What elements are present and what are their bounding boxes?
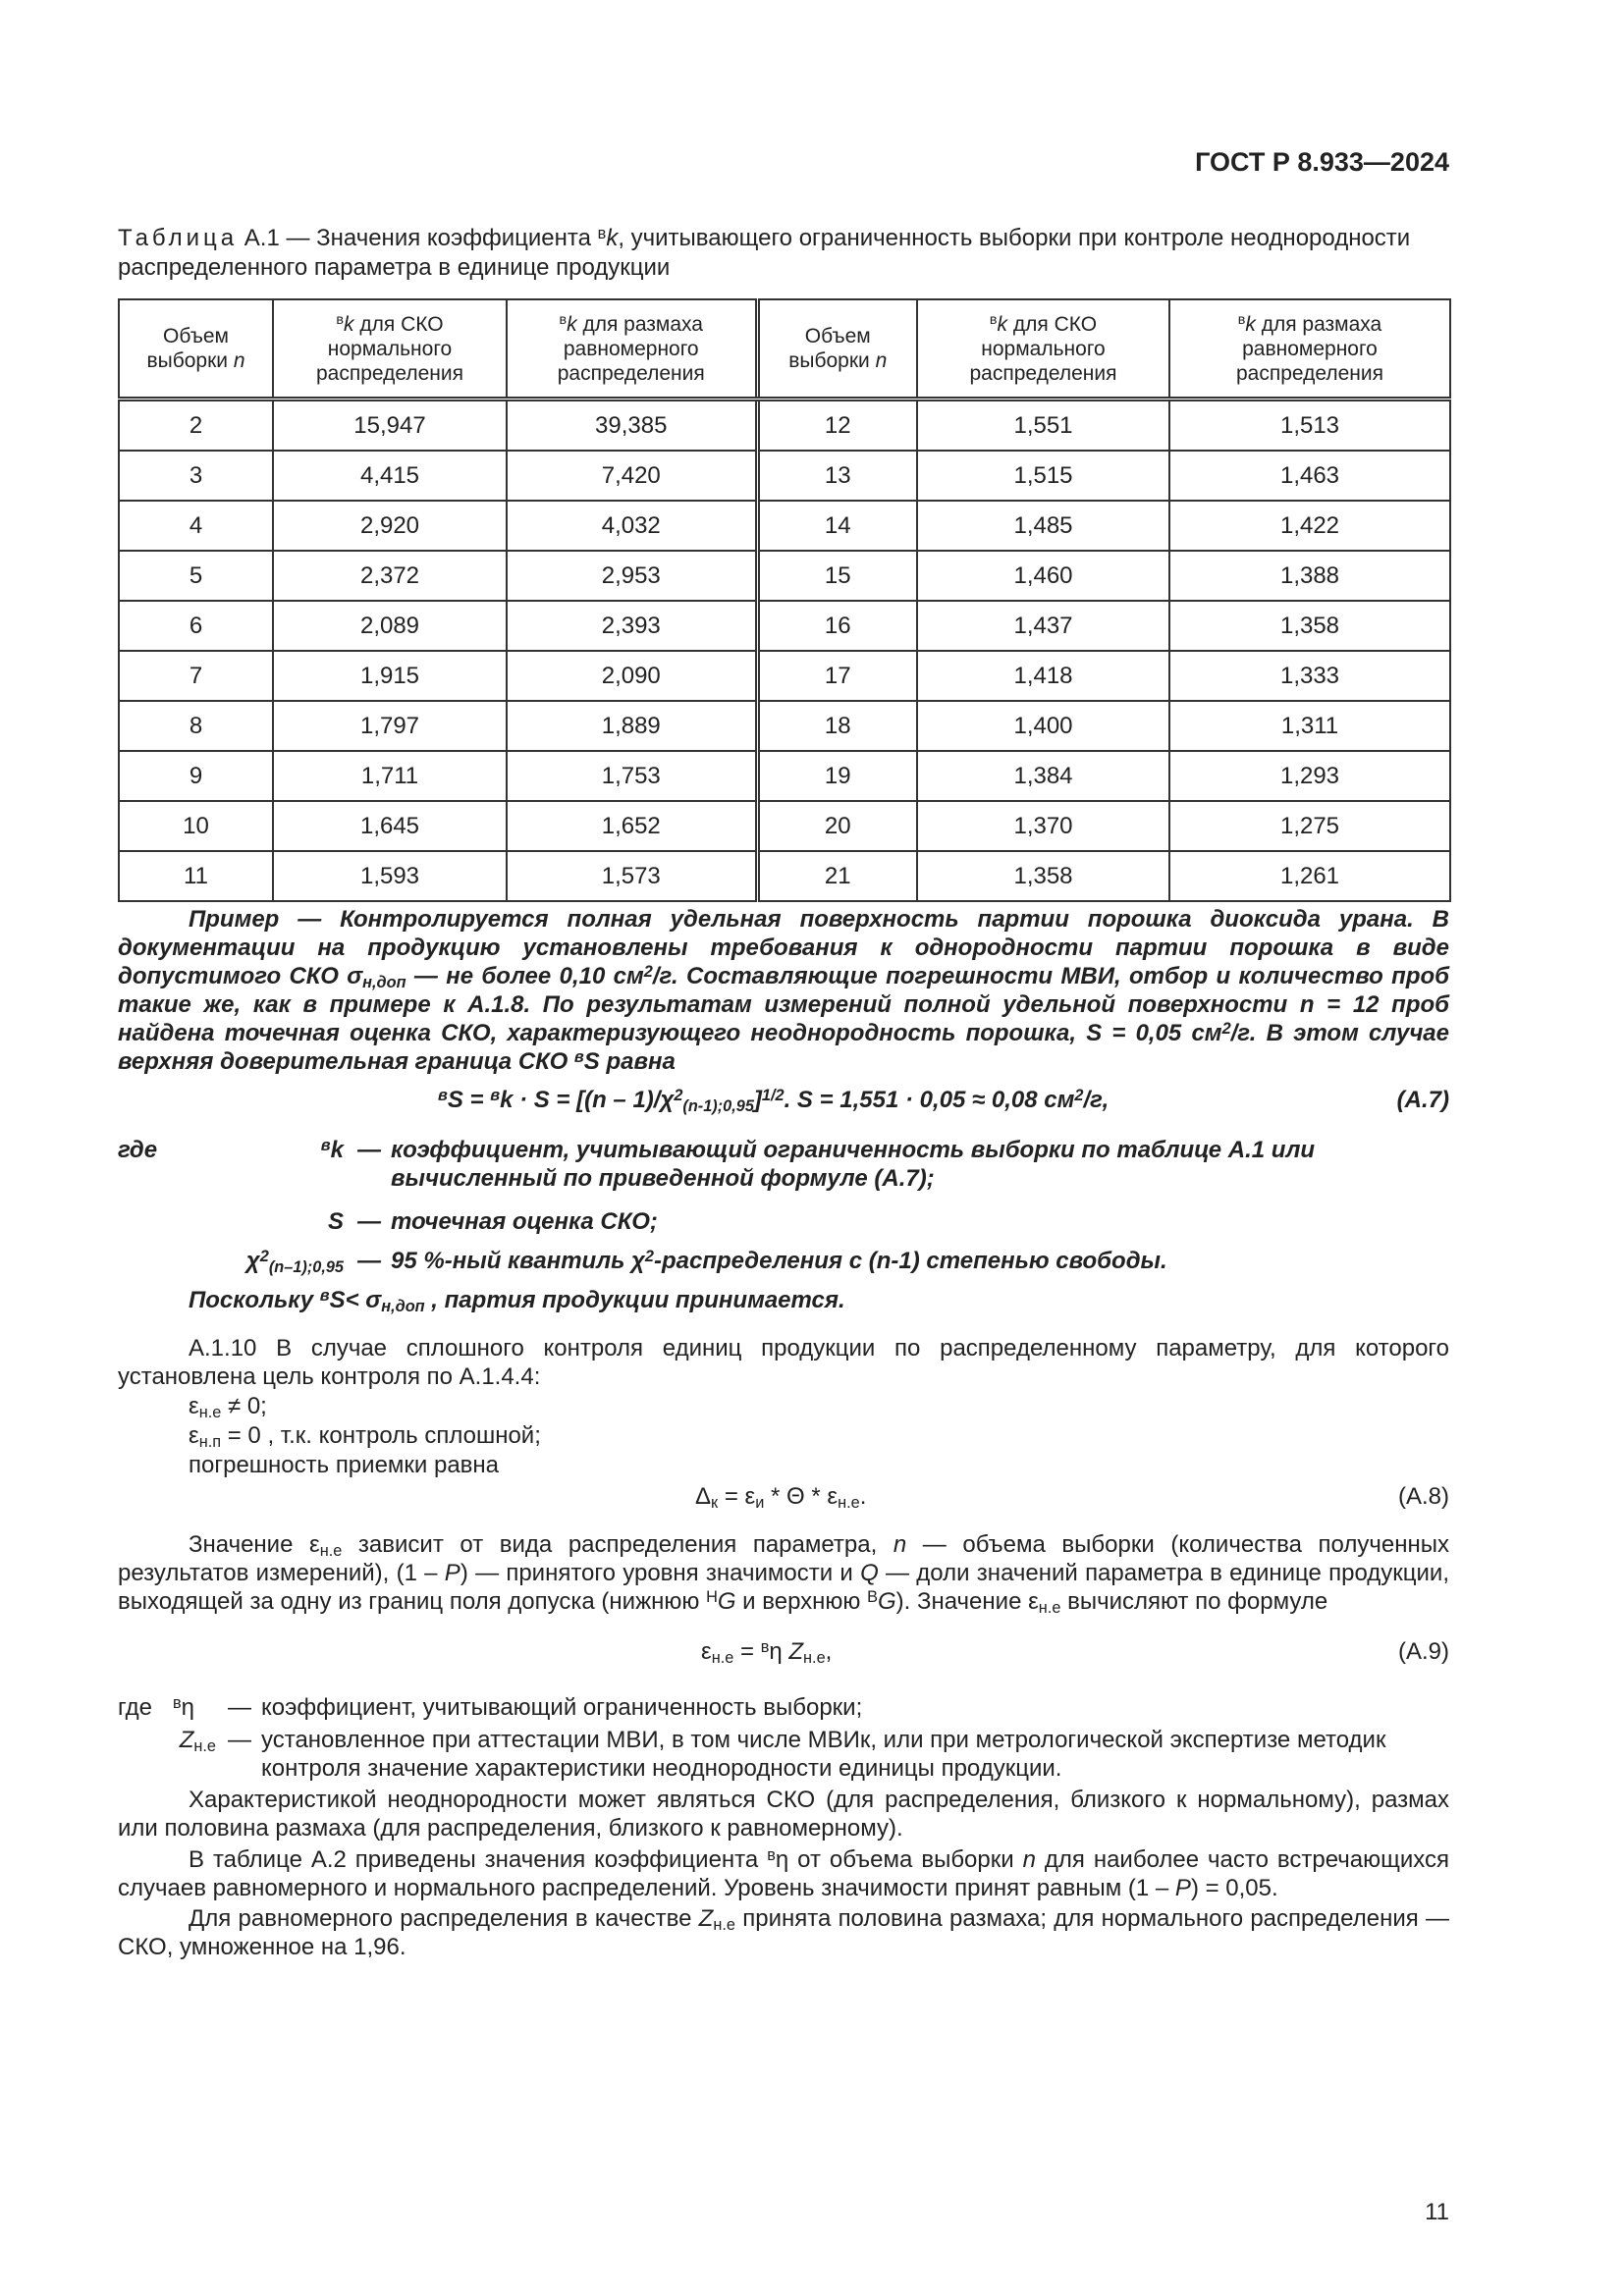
table-cell: 1,573	[507, 851, 757, 901]
table-cell: 1,551	[917, 400, 1169, 452]
table-row	[119, 801, 1450, 851]
coefficient-table-container	[118, 298, 1449, 902]
table-cell: 15	[757, 551, 917, 601]
table-cell: 1,388	[1169, 551, 1450, 601]
table-cell: 1,333	[1169, 651, 1450, 701]
where-label: где	[118, 1137, 158, 1163]
table-cell: 1,711	[273, 751, 507, 801]
table-cell: 1,460	[917, 551, 1169, 601]
paragraph-a-1-10: А.1.10 В случае сплошного контроля единиц продукции по распределенному параметру, для которого установлена цель контроля по А.1.4.4:	[118, 1335, 1449, 1390]
table-cell: 1,915	[273, 651, 507, 701]
where-a9-item-2: $Z_{н.е}$ — установленное при аттестации МВИ, в том числе МВИк, или при метрологической экспертизе методик контроля значение характеристики неоднородности единицы продукции.	[179, 1727, 1386, 1782]
table-cell: 2	[119, 400, 273, 452]
header-k-sko-2: $^в$k для СКО нормального распределения	[917, 299, 1169, 400]
table-cell: 1,645	[273, 801, 507, 851]
caption-label: Таблица	[118, 225, 239, 251]
table-cell: 12	[757, 400, 917, 452]
table-cell: 1,437	[917, 601, 1169, 651]
example-paragraph: Пример — Контролируется полная удельная поверхность партии порошка диоксида урана. В документации на продукцию установлены требования к однородности партии порошка в виде допустимого СКО $\sigma_{н,доп}$ — не более 0,10 $см^2/г$. Составляющие погрешности МВИ, отбор и количество проб такие же, как в примере к А.1.8. По результатам измерений полной удельной поверхности n = 12 проб найдена точечная оценка СКО, характеризующего неоднородность порошка, S = 0,05 $см^2/г$. В этом случае верхняя доверительная граница СКО $^в$S равна	[118, 906, 1450, 1075]
formula-a8-expression: $\Delta_к = \varepsilon_и * \Theta * \varepsilon_{н.е}$.	[695, 1483, 867, 1513]
table-row	[119, 851, 1450, 901]
table-cell: 7,420	[507, 451, 757, 501]
table-cell: 1,515	[917, 451, 1169, 501]
table-cell: 19	[757, 751, 917, 801]
where-label: где	[118, 1694, 153, 1721]
paragraph-uniform: Для равномерного распределения в качестве $Z_{н.е}$ принята половина размаха; для нормального распределения — СКО, умноженное на 1,96.	[118, 1905, 1449, 1960]
table-row	[119, 551, 1450, 601]
table-cell: 4	[119, 501, 273, 551]
document-code: ГОСТ Р 8.933—2024	[1195, 147, 1449, 177]
page-number: 11	[1425, 2199, 1449, 2225]
table-caption: Таблица А.1 — Значения коэффициента $^в$k, учитывающего ограниченность выборки при контроле неоднородности распределенного параметра в единице продукции	[118, 224, 1411, 281]
formula-a9	[118, 1638, 1449, 1670]
table-cell: 1,358	[1169, 601, 1450, 651]
table-cell: 4,032	[507, 501, 757, 551]
table-cell: 9	[119, 751, 273, 801]
condition-item: $\varepsilon_{н.п} = 0$ , т.к. контроль сплошной;	[189, 1422, 541, 1452]
condition-item: $\varepsilon_{н.е} \ne 0$;	[189, 1393, 267, 1422]
table-cell: 1,753	[507, 751, 757, 801]
table-cell: 18	[757, 701, 917, 751]
table-cell: 1,797	[273, 701, 507, 751]
table-cell: 2,089	[273, 601, 507, 651]
table-cell: 1,593	[273, 851, 507, 901]
table-row	[119, 651, 1450, 701]
table-cell: 1,358	[917, 851, 1169, 901]
table-cell: 11	[119, 851, 273, 901]
table-row	[119, 751, 1450, 801]
formula-a9-number: (А.9)	[1397, 1638, 1449, 1665]
table-cell: 2,090	[507, 651, 757, 701]
where-a7-item-2: S — точечная оценка СКО;	[327, 1208, 658, 1235]
table-cell: 1,513	[1169, 400, 1450, 452]
table-cell: 4,415	[273, 451, 507, 501]
header-k-range-2: $^в$k для размаха равномерного распределения	[1169, 299, 1450, 400]
table-cell: 1,463	[1169, 451, 1450, 501]
table-cell: 14	[757, 501, 917, 551]
table-cell: 1,261	[1169, 851, 1450, 901]
where-a7-item-1: где $^в$k — коэффициент, учитывающий ограниченность выборки по таблице А.1 или вычисленный по приведенной формуле (А.7);	[118, 1136, 1316, 1192]
header-sample-size-2: Объем выборки n	[757, 299, 917, 400]
condition-item: погрешность приемки равна	[189, 1452, 500, 1478]
table-header-row	[119, 299, 1450, 400]
table-cell: 1,370	[917, 801, 1169, 851]
table-cell: 1,293	[1169, 751, 1450, 801]
header-k-range: $^в$k для размаха равномерного распределения	[507, 299, 757, 400]
table-cell: 17	[757, 651, 917, 701]
formula-a7-number: (А.7)	[1396, 1087, 1449, 1113]
table-row	[119, 451, 1450, 501]
formula-a8-number: (А.8)	[1397, 1483, 1449, 1510]
table-cell: 1,652	[507, 801, 757, 851]
where-a7-item-3: $\chi^2_{(n-1);0,95}$ — 95 %-ный квантиль $\chi^2$-распределения с (n-1) степенью свободы.	[245, 1247, 1167, 1277]
table-row	[119, 701, 1450, 751]
paragraph-value: Значение $\varepsilon_{н.е}$ зависит от вида распределения параметра, n — объема выборки (количества полученных результатов измерений), (1 – P) — принятого уровня значимости и Q — доли значений параметра в единице продукции, выходящей за одну из границ поля допуска (нижнюю $^Н$G и верхнюю $^В$G). Значение $\varepsilon_{н.е}$ вычисляют по формуле	[118, 1531, 1449, 1618]
table-cell: 6	[119, 601, 273, 651]
table-cell: 13	[757, 451, 917, 501]
table-cell: 1,889	[507, 701, 757, 751]
table-cell: 1,418	[917, 651, 1169, 701]
header-k-sko: $^в$k для СКО нормального распределения	[273, 299, 507, 400]
formula-a9-expression: $\varepsilon_{н.е} = ^в\eta$ $Z_{н.е}$,	[701, 1637, 833, 1668]
formula-a8	[118, 1483, 1449, 1515]
table-row	[119, 501, 1450, 551]
table-cell: 5	[119, 551, 273, 601]
header-sample-size: Объем выборки n	[119, 299, 273, 400]
where-a9-item-1: где $^в$η — коэффициент, учитывающий ограниченность выборки;	[118, 1693, 863, 1721]
table-cell: 21	[757, 851, 917, 901]
paragraph-table-a2: В таблице А.2 приведены значения коэффициента $^в$η от объема выборки n для наиболее часто встречающихся случаев равномерного и нормального распределений. Уровень значимости принят равным (1 – P) = 0,05.	[118, 1845, 1449, 1901]
table-cell: 1,311	[1169, 701, 1450, 751]
table-cell: 2,920	[273, 501, 507, 551]
table-cell: 8	[119, 701, 273, 751]
table-cell: 2,372	[273, 551, 507, 601]
table-cell: 39,385	[507, 400, 757, 452]
table-cell: 2,393	[507, 601, 757, 651]
table-cell: 16	[757, 601, 917, 651]
table-cell: 15,947	[273, 400, 507, 452]
table-cell: 2,953	[507, 551, 757, 601]
table-cell: 7	[119, 651, 273, 701]
table-cell: 1,485	[917, 501, 1169, 551]
table-cell: 1,275	[1169, 801, 1450, 851]
table-cell: 10	[119, 801, 273, 851]
table-cell: 20	[757, 801, 917, 851]
table-row	[119, 601, 1450, 651]
table-cell: 1,384	[917, 751, 1169, 801]
table-row	[119, 400, 1450, 452]
coefficient-table	[118, 298, 1451, 902]
table-cell: 1,400	[917, 701, 1169, 751]
formula-a7-expression: $^вS = ^вk \cdot S = [(n - 1)/\chi^2_{(n-1);0,95}]^{1/2}$. S = 1,551 · 0,05 ≈ 0,08 $см^2/г$,	[438, 1086, 1110, 1116]
example-conclusion: Поскольку $^вS< \sigma_{н,доп}$ , партия продукции принимается.	[189, 1286, 845, 1316]
paragraph-characteristic: Характеристикой неоднородности может являться СКО (для распределения, близкого к нормальному), размах или половина размаха (для распределения, близкого к равномерному).	[118, 1787, 1449, 1842]
table-cell: 3	[119, 451, 273, 501]
table-cell: 1,422	[1169, 501, 1450, 551]
formula-a7	[118, 1087, 1449, 1120]
